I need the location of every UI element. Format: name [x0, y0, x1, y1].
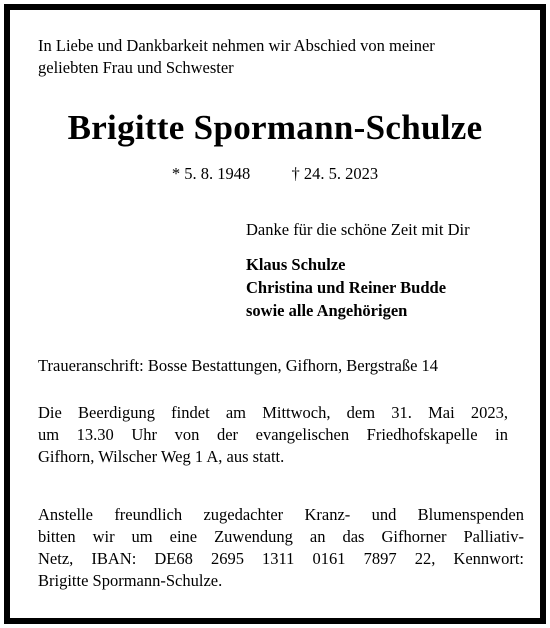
death-date: † 24. 5. 2023: [291, 164, 379, 183]
deceased-name: Brigitte Spormann-Schulze: [67, 108, 483, 147]
signers-list: [246, 253, 446, 322]
intro-line-2: geliebten Frau und Schwester: [38, 58, 234, 77]
funeral-line-2: um 13.30 Uhr von der evangelischen Friedhofskapelle in: [38, 425, 508, 444]
intro-line-1: In Liebe und Dankbarkeit nehmen wir Abschied von meiner: [38, 36, 435, 55]
funeral-line-1: Die Beerdigung findet am Mittwoch, dem 31. Mai 2023,: [38, 403, 508, 422]
donation-notice: [38, 504, 524, 592]
birth-date: * 5. 8. 1948: [171, 164, 251, 183]
funeral-line-3: Gifhorn, Wilscher Weg 1 A, aus statt.: [38, 447, 285, 466]
signer: sowie alle Angehörigen: [246, 301, 408, 320]
obituary-frame: [4, 4, 546, 624]
funeral-notice: [38, 402, 508, 468]
signer: Christina und Reiner Budde: [246, 278, 447, 297]
intro-text: [38, 35, 518, 79]
donation-line-4: Brigitte Spormann-Schulze.: [38, 571, 223, 590]
mourning-address: Traueranschrift: Bosse Bestattungen, Gifhorn, Bergstraße 14: [38, 356, 439, 375]
signer: Klaus Schulze: [246, 255, 346, 274]
donation-line-2: bitten wir um eine Zuwendung an das Gifhorner Palliativ-: [38, 527, 524, 546]
life-dates: [10, 163, 540, 185]
thanks-text: Danke für die schöne Zeit mit Dir: [246, 220, 470, 239]
donation-line-1: Anstelle freundlich zugedachter Kranz- und Blumenspenden: [38, 505, 524, 524]
donation-line-3: Netz, IBAN: DE68 2695 1311 0161 7897 22, Kennwort:: [38, 549, 524, 568]
